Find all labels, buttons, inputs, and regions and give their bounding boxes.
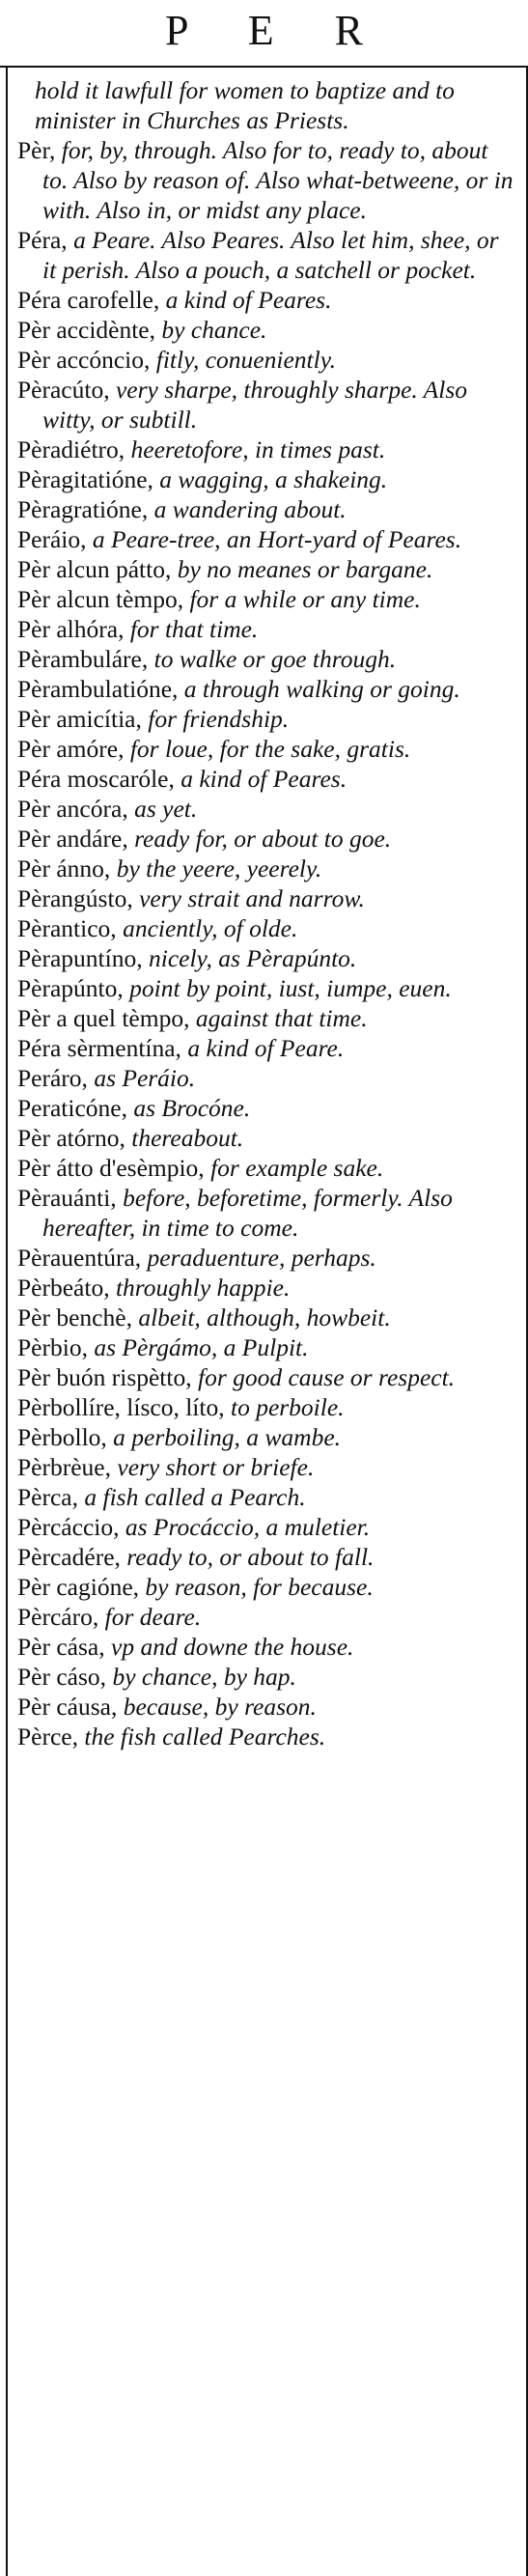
- entry-definition: a kind of Peares.: [174, 765, 347, 793]
- entry-definition: hold it lawfull for women to baptize and to minister in Churches as Priests.: [35, 76, 455, 134]
- entry-definition: by reason, for because.: [139, 1573, 374, 1601]
- dictionary-entry: [17, 674, 514, 704]
- entry-definition: very strait and narrow.: [132, 884, 365, 912]
- entry-headword: Pèracúto,: [17, 376, 110, 404]
- entry-headword: Pèrbeáto,: [17, 1274, 110, 1302]
- entry-headword: Pèrapuntíno,: [17, 944, 143, 972]
- entry-headword: Péra sèrmentína,: [17, 1034, 181, 1062]
- entry-headword: Péra moscaróle,: [17, 765, 175, 793]
- entry-definition: throughly happie.: [109, 1274, 291, 1302]
- entry-headword: Pèrambulatióne,: [17, 675, 179, 703]
- entry-headword: Pèrbollíre, lísco, líto,: [17, 1393, 225, 1421]
- entry-headword: Peraticóne,: [17, 1094, 127, 1122]
- entry-definition: as Pèrgámo, a Pulpit.: [87, 1333, 309, 1361]
- entry-headword: Pèrauánti,: [17, 1184, 117, 1212]
- dictionary-entry: [17, 345, 514, 375]
- entry-definition: a perboiling, a wambe.: [106, 1423, 342, 1451]
- dictionary-entry: [17, 554, 514, 584]
- entry-definition: very sharpe, throughly sharpe. Also witty, or subtill.: [42, 376, 468, 434]
- dictionary-entry: [17, 1362, 514, 1392]
- entry-definition: very short or briefe.: [111, 1453, 315, 1481]
- entry-definition: albeit, although, howbeit.: [131, 1303, 391, 1331]
- dictionary-entry: [17, 1452, 514, 1482]
- entry-definition: by chance, by hap.: [106, 1663, 296, 1691]
- dictionary-entry: [17, 794, 514, 824]
- entry-headword: Pèr atórno,: [17, 1124, 125, 1152]
- entry-definition: nicely, as Pèrapúnto.: [142, 944, 357, 972]
- entry-headword: Pèrangústo,: [17, 884, 133, 912]
- dictionary-entry: [17, 1003, 514, 1033]
- entry-definition: by chance.: [155, 316, 267, 344]
- entry-headword: Peráro,: [17, 1064, 88, 1092]
- entry-definition: because, by reason.: [117, 1693, 317, 1721]
- dictionary-entry: [17, 494, 514, 524]
- dictionary-entry: [17, 614, 514, 644]
- entry-headword: Pèr cáso,: [17, 1663, 107, 1691]
- dictionary-entry: [17, 375, 514, 434]
- dictionary-entry: [17, 1602, 514, 1632]
- entry-headword: Peráio,: [17, 525, 87, 553]
- dictionary-entry: [17, 734, 514, 764]
- dictionary-entry: [17, 824, 514, 854]
- entry-headword: Pèrbollo,: [17, 1423, 107, 1451]
- dictionary-entry: [17, 1302, 514, 1332]
- entry-headword: Pèr,: [17, 136, 56, 164]
- entry-definition: peraduenture, perhaps.: [141, 1244, 376, 1272]
- entry-definition: ready to, or about to fall.: [120, 1543, 375, 1571]
- dictionary-entry: [17, 854, 514, 883]
- entry-headword: Pèrcadére,: [17, 1543, 121, 1571]
- left-column-rule: [6, 68, 8, 2576]
- entry-definition: before, beforetime, formerly. Also hereafter, in time to come.: [42, 1184, 453, 1242]
- dictionary-entry: [17, 1572, 514, 1602]
- entry-headword: Pèr ancóra,: [17, 795, 128, 823]
- entry-headword: Pèrauentúra,: [17, 1244, 142, 1272]
- dictionary-entry: [17, 1063, 514, 1093]
- entry-definition: for good cause or respect.: [191, 1363, 456, 1391]
- header-rule: [0, 66, 528, 68]
- entry-definition: as Procáccio, a muletier.: [119, 1513, 371, 1541]
- entry-headword: Pèrapúnto,: [17, 974, 124, 1002]
- entry-headword: Pèr alcun tèmpo,: [17, 585, 184, 613]
- entry-definition: a kind of Peares.: [159, 286, 332, 314]
- entry-headword: Pèr alhóra,: [17, 615, 125, 643]
- entry-headword: Pèrce,: [17, 1722, 79, 1750]
- entry-headword: Pèr benchè,: [17, 1303, 132, 1331]
- entry-headword: Pèr a quel tèmpo,: [17, 1004, 190, 1032]
- entry-headword: Pèr buón rispètto,: [17, 1363, 192, 1391]
- entry-headword: Pèrantico,: [17, 914, 117, 942]
- entry-definition: a wandering about.: [148, 495, 347, 523]
- entry-definition: for, by, through. Also for to, ready to, about to. Also by reason of. Also what-betweene, or in with. Also in, or midst any place.: [42, 136, 514, 224]
- dictionary-entry: [17, 1542, 514, 1572]
- entry-definition: the fish called Pearches.: [78, 1722, 326, 1750]
- dictionary-entry: [17, 1422, 514, 1452]
- dictionary-entry: [17, 285, 514, 315]
- dictionary-entry: [17, 225, 514, 285]
- entry-definition: for a while or any time.: [183, 585, 421, 613]
- dictionary-entry: [17, 315, 514, 345]
- dictionary-entry: [17, 1033, 514, 1063]
- entry-definition: a Peare-tree, an Hort-yard of Peares.: [86, 525, 462, 553]
- entry-headword: Pèr amóre,: [17, 735, 125, 763]
- entry-headword: Pèrambuláre,: [17, 645, 149, 673]
- entry-definition: as Peráio.: [87, 1064, 196, 1092]
- entry-headword: Pèr ánno,: [17, 854, 111, 882]
- entry-headword: Pèr alcun pátto,: [17, 555, 172, 583]
- entry-definition: for loue, for the sake, gratis.: [124, 735, 411, 763]
- entry-definition: fitly, conueniently.: [150, 346, 336, 374]
- dictionary-entry: [17, 1093, 514, 1123]
- dictionary-entry: [17, 973, 514, 1003]
- dictionary-entry: [17, 1632, 514, 1662]
- dictionary-entry: [17, 584, 514, 614]
- entry-definition: point by point, iust, iumpe, euen.: [123, 974, 452, 1002]
- dictionary-entry: [17, 1692, 514, 1722]
- dictionary-entry: [17, 75, 514, 135]
- entry-definition: against that time.: [189, 1004, 368, 1032]
- dictionary-entry: [17, 524, 514, 554]
- entry-definition: a kind of Peare.: [181, 1034, 345, 1062]
- entry-definition: a Peare. Also Peares. Also let him, shee, or it perish. Also a pouch, a satchell or pocket.: [42, 226, 499, 284]
- entry-headword: Pèr cagióne,: [17, 1573, 140, 1601]
- entry-headword: Pèr accidènte,: [17, 316, 156, 344]
- entry-definition: as Brocóne.: [127, 1094, 251, 1122]
- dictionary-entry: [17, 1722, 514, 1751]
- entry-definition: for friendship.: [141, 705, 290, 733]
- entry-definition: as yet.: [127, 795, 198, 823]
- dictionary-entry: [17, 135, 514, 225]
- entry-definition: anciently, of olde.: [116, 914, 298, 942]
- entry-definition: a wagging, a shakeing.: [153, 465, 388, 493]
- entry-definition: by the yeere, yeerely.: [110, 854, 322, 882]
- entry-headword: Pèr andáre,: [17, 825, 128, 853]
- page-header: P E R: [164, 7, 389, 54]
- dictionary-entry: [17, 1662, 514, 1692]
- dictionary-entry: [17, 1512, 514, 1542]
- entry-headword: Pèragitatióne,: [17, 465, 153, 493]
- entry-definition: ready for, or about to goe.: [127, 825, 392, 853]
- dictionary-entry: [17, 1123, 514, 1153]
- dictionary-entry: [17, 464, 514, 494]
- entry-definition: to walke or goe through.: [148, 645, 397, 673]
- entry-headword: Pèr accóncio,: [17, 346, 151, 374]
- entry-headword: Pèrca,: [17, 1483, 79, 1511]
- entry-headword: Pèragratióne,: [17, 495, 149, 523]
- entry-definition: heeretofore, in times past.: [125, 435, 386, 463]
- dictionary-entry: [17, 883, 514, 913]
- entry-headword: Pèr cáusa,: [17, 1693, 118, 1721]
- entry-definition: to perboile.: [224, 1393, 345, 1421]
- entry-definition: vp and downe the house.: [104, 1633, 354, 1661]
- entry-definition: for deare.: [98, 1603, 202, 1631]
- dictionary-entry: [17, 764, 514, 794]
- entry-headword: Péra,: [17, 226, 68, 254]
- entry-headword: Pèr átto d'esèmpio,: [17, 1154, 205, 1182]
- dictionary-entry: [17, 1153, 514, 1183]
- dictionary-entry: [17, 1392, 514, 1422]
- dictionary-entry: [17, 644, 514, 674]
- dictionary-entry: [17, 1243, 514, 1273]
- entry-definition: a through walking or going.: [178, 675, 460, 703]
- entry-headword: Pèradiétro,: [17, 435, 125, 463]
- dictionary-entry: [17, 1183, 514, 1243]
- entry-headword: Pèr cása,: [17, 1633, 105, 1661]
- entry-definition: by no meanes or bargane.: [171, 555, 433, 583]
- entry-headword: Péra carofelle,: [17, 286, 160, 314]
- dictionary-entry: [17, 1332, 514, 1362]
- dictionary-entry: [17, 704, 514, 734]
- entry-headword: Pèrcáro,: [17, 1603, 99, 1631]
- entry-definition: for example sake.: [204, 1154, 384, 1182]
- dictionary-entry: [17, 1273, 514, 1302]
- dictionary-entry: [17, 434, 514, 464]
- entry-definition: for that time.: [124, 615, 259, 643]
- entry-headword: Pèrcáccio,: [17, 1513, 120, 1541]
- entry-headword: Pèrbio,: [17, 1333, 88, 1361]
- entry-definition: thereabout.: [125, 1124, 244, 1152]
- entry-headword: Pèr amicítia,: [17, 705, 142, 733]
- entry-definition: a fish called a Pearch.: [78, 1483, 306, 1511]
- dictionary-entry: [17, 943, 514, 973]
- dictionary-entry: [17, 913, 514, 943]
- entry-headword: Pèrbrèue,: [17, 1453, 111, 1481]
- entry-list: [17, 75, 514, 1751]
- dictionary-entry: [17, 1482, 514, 1512]
